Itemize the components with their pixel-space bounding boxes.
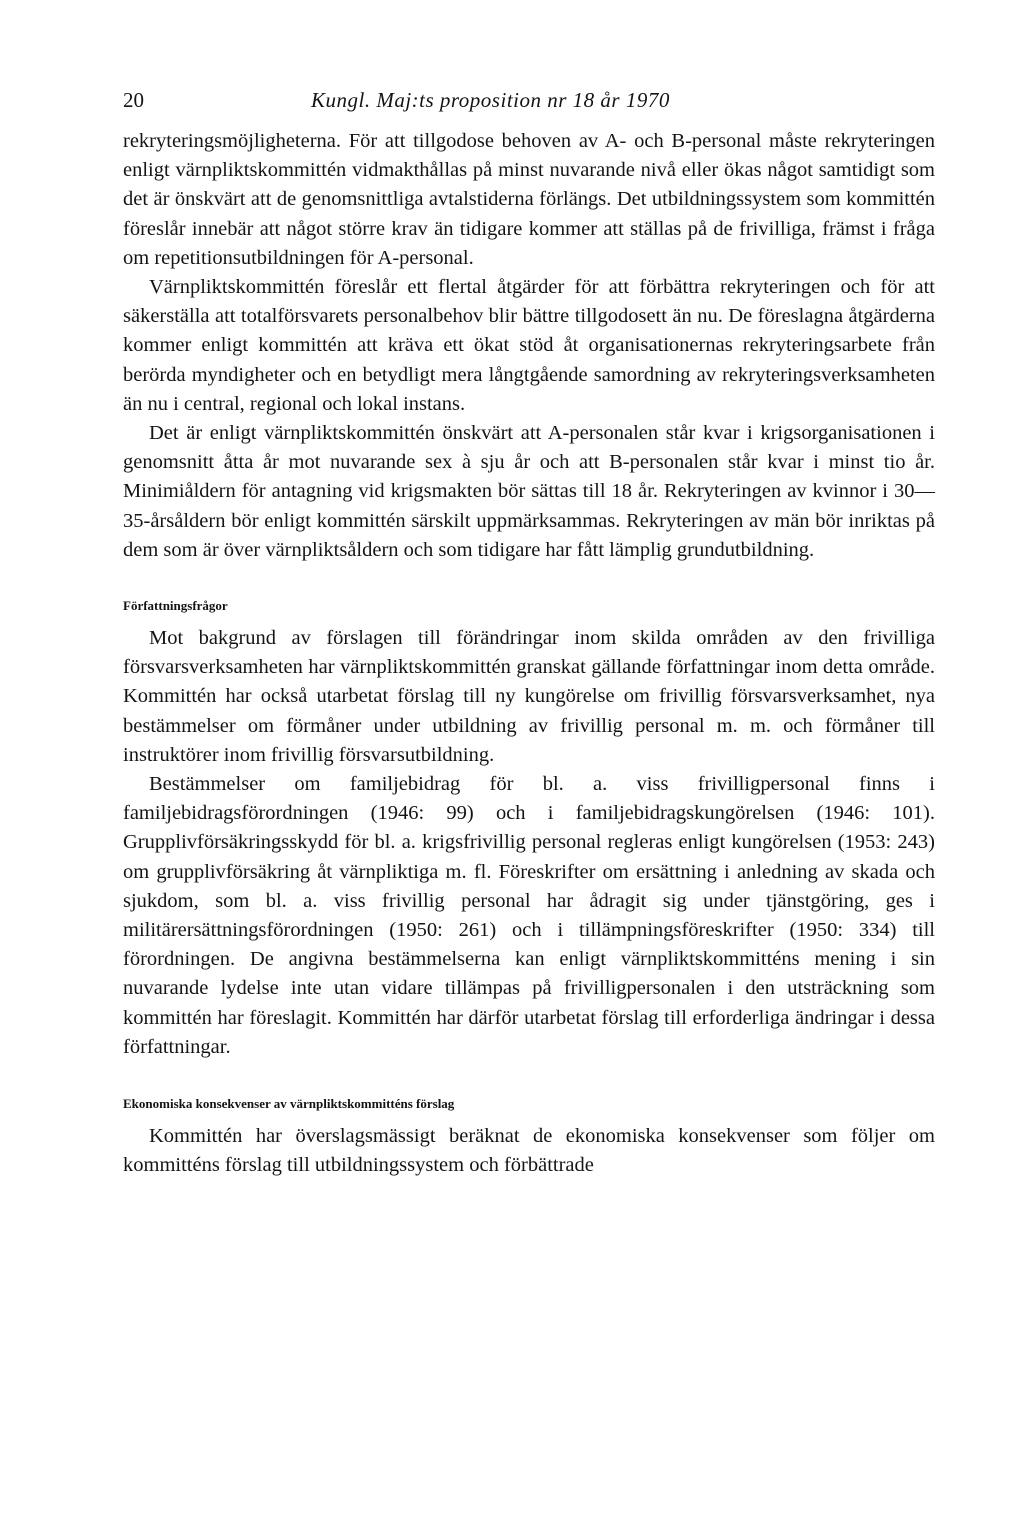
paragraph: rekryteringsmöjligheterna. För att tillgodose behoven av A- och B-personal måste rekryteringen enligt värnpliktskommittén vidmakthållas på minst nuvarande nivå eller ökas något samtidigt som det är önskvärt att de genomsnittliga avtalstiderna förlängs. Det utbildningssystem som kommittén föreslår innebär att något större krav än tidigare kommer att ställas på de frivilliga, främst i fråga om repetitionsutbildningen för A-personal. [123, 130, 935, 269]
paragraph: Värnpliktskommittén föreslår ett flertal åtgärder för att förbättra rekryteringen och för att säkerställa att totalförsvarets personalbehov blir bättre tillgodosett än nu. De föreslagna åtgärderna kommer enligt kommittén att kräva ett ökat stöd åt organisationernas rekryteringsarbete från berörda myndigheter och en betydligt mera långtgående samordning av rekryteringsverksamheten än nu i central, regional och lokal instans. [123, 276, 935, 415]
document-body [123, 127, 935, 1181]
page-header [123, 88, 943, 118]
running-title: Kungl. Maj:ts proposition nr 18 år 1970 [311, 88, 670, 112]
paragraph: Kommittén har överslagsmässigt beräknat de ekonomiska konsekvenser som följer om kommitténs förslag till utbildningssystem och förbättrade [123, 1125, 935, 1177]
section-heading-ekonomiska-konsekvenser: Ekonomiska konsekvenser av värnpliktskommitténs förslag [123, 1096, 455, 1112]
paragraph: Bestämmelser om familjebidrag för bl. a. viss frivilligpersonal finns i familjebidragsförordningen (1946: 99) och i familjebidragskungörelsen (1946: 101). Grupplivförsäkringsskydd för bl. a. krigsfrivillig personal regleras enligt kungörelsen (1953: 243) om grupplivförsäkring åt värnpliktiga m. fl. Föreskrifter om ersättning i anledning av skada och sjukdom, som bl. a. viss frivillig personal har ådragit sig under tjänstgöring, ges i militärersättningsförordningen (1950: 261) och i tillämpningsföreskrifter (1950: 334) till förordningen. De angivna bestämmelserna kan enligt värnpliktskommitténs mening i sin nuvarande lydelse inte utan vidare tillämpas på frivilligpersonalen i den utsträckning som kommittén har föreslagit. Kommittén har därför utarbetat förslag till erforderliga ändringar i dessa författningar. [123, 773, 935, 1058]
page-number: 20 [123, 88, 144, 112]
paragraph: Det är enligt värnpliktskommittén önskvärt att A-personalen står kvar i krigsorganisationen i genomsnitt åtta år mot nuvarande sex à sju år och att B-personalen står kvar i minst tio år. Minimiåldern för antagning vid krigsmakten bör sättas till 18 år. Rekryteringen av kvinnor i 30—35-årsåldern bör enligt kommittén särskilt uppmärksammas. Rekryteringen av män bör inriktas på dem som är över värnpliktsåldern och som tidigare har fått lämplig grundutbildning. [123, 422, 935, 561]
paragraph: Mot bakgrund av förslagen till förändringar inom skilda områden av den frivilliga försvarsverksamheten har värnpliktskommittén granskat gällande författningar inom detta område. Kommittén har också utarbetat förslag till ny kungörelse om frivillig försvarsverksamhet, nya bestämmelser om förmåner under utbildning av frivillig personal m. m. och förmåner till instruktörer inom frivillig försvarsutbildning. [123, 627, 935, 766]
section-heading-forfattningsfragor: Författningsfrågor [123, 598, 228, 614]
